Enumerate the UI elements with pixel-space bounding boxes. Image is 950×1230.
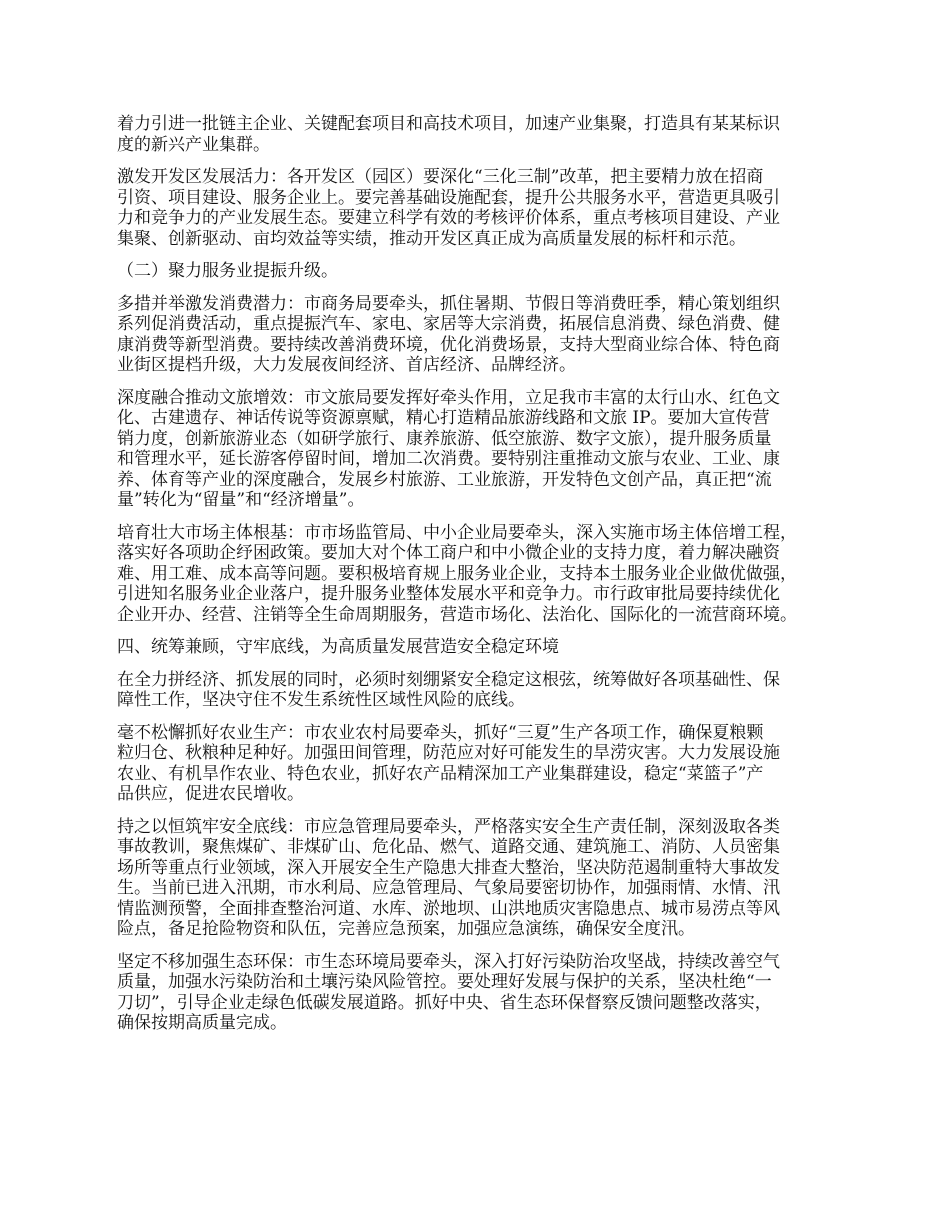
text-line: 企业开办、经营、注销等全生命周期服务，营造市场化、法治化、国际化的一流营商环境。 [117, 604, 797, 625]
text-line: 培育壮大市场主体根基：市市场监管局、中小企业局要牵头，深入实施市场主体倍增工程， [117, 522, 797, 543]
text-line: 养、体育等产业的深度融合，发展乡村旅游、工业旅游，开发特色文创产品，真正把“流 [117, 469, 772, 490]
document-body [117, 114, 847, 1046]
text-line: 毫不松懈抓好农业生产：市农业农村局要牵头，抓好“三夏”生产各项工作，确保夏粮颗 [117, 722, 764, 743]
text-line: 场所等重点行业领域，深入开展安全生产隐患大排查大整治，坚决防范遏制重特大事故发 [117, 857, 780, 878]
text-line: 生。当前已进入汛期，市水利局、应急管理局、气象局要密切协作，加强雨情、水情、汛 [117, 878, 780, 898]
text-line: 刀切”，引导企业走绿色低碳发展道路。抓好中央、省生态环保督察反馈问题整改落实， [117, 992, 772, 1013]
text-line: 量”转化为“留量”和“经济增量”。 [117, 490, 365, 510]
text-line: 和管理水平，延长游客停留时间，增加二次消费。要特别注重推动文旅与农业、工业、康 [117, 449, 780, 469]
paragraph [117, 294, 847, 376]
paragraph [117, 388, 847, 511]
text-line: 化、古建遗存、神话传说等资源禀赋，精心打造精品旅游线路和文旅 IP。要加大宣传营 [117, 408, 770, 428]
text-line: 引资、项目建设、服务企业上。要完善基础设施配套，提升公共服务水平，营造更具吸引 [117, 187, 780, 208]
paragraph [117, 637, 847, 658]
text-line: 确保按期高质量完成。 [117, 1013, 287, 1033]
text-line: 多措并举激发消费潜力：市商务局要牵头，抓住暑期、节假日等消费旺季，精心策划组织 [117, 293, 780, 314]
paragraph [117, 723, 847, 805]
text-line: 销力度，创新旅游业态（如研学旅行、康养旅游、低空旅游、数字文旅），提升服务质量 [117, 428, 772, 449]
paragraph [117, 261, 847, 282]
text-line: 情监测预警，全面排查整治河道、水库、淤地坝、山洪地质灾害隐患点、城市易涝点等风 [117, 898, 780, 919]
text-line: 引进知名服务业企业落户，提升服务业整体发展水平和竞争力。市行政审批局要持续优化 [117, 584, 780, 604]
text-line: 坚定不移加强生态环保：市生态环境局要牵头，深入打好污染防治攻坚战，持续改善空气 [117, 951, 780, 972]
text-line: 农业、有机旱作农业、特色农业，抓好农产品精深加工产业集群建设，稳定“菜篮子”产 [117, 763, 764, 784]
text-line: 险点，备足抢险物资和队伍，完善应急预案，加强应急演练，确保安全度汛。 [117, 919, 695, 939]
text-line: 品供应，促进农民增收。 [117, 784, 304, 804]
text-line: 四、统筹兼顾，守牢底线，为高质量发展营造安全稳定环境 [117, 637, 559, 657]
text-line: 质量，加强水污染防治和土壤污染风险管控。要处理好发展与保护的关系，坚决杜绝“一 [117, 972, 772, 992]
text-line: 深度融合推动文旅增效：市文旅局要发挥好牵头作用，立足我市丰富的太行山水、红色文 [117, 387, 780, 408]
text-line: 力和竞争力的产业发展生态。要建立科学有效的考核评价体系，重点考核项目建设、产业 [117, 208, 780, 228]
text-line: 障性工作，坚决守住不发生系统性区域性风险的底线。 [117, 690, 525, 710]
text-line: 持之以恒筑牢安全底线：市应急管理局要牵头，严格落实安全生产责任制，深刻汲取各类 [117, 816, 780, 837]
text-line: 集聚、创新驱动、亩均效益等实绩，推动开发区真正成为高质量发展的标杆和示范。 [117, 228, 746, 249]
text-line: 康消费等新型消费。要持续改善消费环境，优化消费场景，支持大型商业综合体、特色商 [117, 334, 780, 355]
text-line: 着力引进一批链主企业、关键配套项目和高技术项目，加速产业集聚，打造具有某某标识 [117, 114, 780, 134]
text-line: 难、用工难、成本高等问题。要积极培育规上服务业企业，支持本土服务业企业做优做强， [117, 563, 797, 584]
text-line: 落实好各项助企纾困政策。要加大对个体工商户和中小微企业的支持力度，着力解决融资 [117, 543, 780, 563]
paragraph [117, 167, 847, 249]
paragraph [117, 523, 847, 626]
text-line: 业街区提档升级，大力发展夜间经济、首店经济、品牌经济。 [117, 355, 576, 375]
text-line: 度的新兴产业集群。 [117, 134, 270, 155]
paragraph [117, 952, 847, 1034]
paragraph [117, 114, 847, 155]
paragraph [117, 817, 847, 940]
text-line: 在全力拼经济、抓发展的同时，必须时刻绷紧安全稳定这根弦，统筹做好各项基础性、保 [117, 669, 780, 690]
text-line: 粒归仓、秋粮种足种好。加强田间管理，防范应对好可能发生的旱涝灾害。大力发展设施 [117, 743, 780, 763]
text-line: 系列促消费活动，重点提振汽车、家电、家居等大宗消费，拓展信息消费、绿色消费、健 [117, 314, 780, 334]
text-line: （二）聚力服务业提振升级。 [117, 261, 338, 281]
text-line: 事故教训，聚焦煤矿、非煤矿山、危化品、燃气、道路交通、建筑施工、消防、人员密集 [117, 837, 780, 857]
paragraph [117, 670, 847, 711]
text-line: 激发开发区发展活力：各开发区（园区）要深化“三化三制”改革，把主要精力放在招商 [117, 167, 764, 187]
